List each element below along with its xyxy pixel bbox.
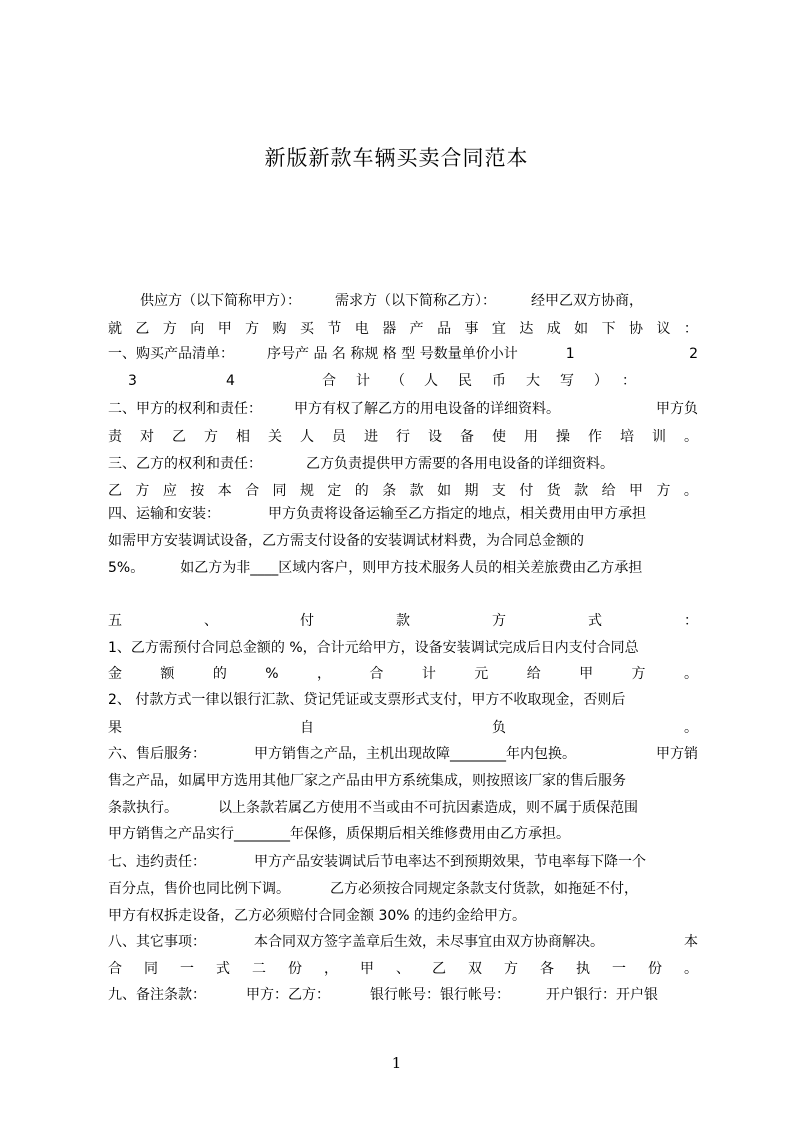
text-char: 合 [245, 483, 260, 499]
text-char: 相 [236, 429, 250, 445]
text-char: 方 [135, 483, 150, 499]
clause-text: 甲方销 [656, 746, 698, 762]
text-char: ） [594, 373, 608, 389]
clause-text: 2、 付款方式一律以银行汇款、贷记凭证或支票形式支付，甲方不收取现金，否则后 [108, 692, 626, 708]
training-line [108, 423, 698, 451]
section-heading: 二、甲方的权利和责任： [108, 401, 262, 417]
text-char: 方 [656, 483, 671, 499]
text-char: 执 [576, 961, 590, 977]
text-char: 乙 [432, 961, 446, 977]
text-char: 大 [526, 373, 540, 389]
text-char: 给 [601, 483, 616, 499]
agreement-intro-line [108, 315, 698, 343]
transport-line [108, 500, 698, 528]
text-char: 甲 [579, 666, 594, 682]
text-char: 支 [491, 483, 506, 499]
text-char: 方 [162, 321, 177, 337]
clause-text: 甲方负责将设备运输至乙方指定的地点，相关费用由甲方承担 [268, 506, 646, 522]
text-char: 果 [108, 720, 122, 736]
text-char: 应 [162, 483, 177, 499]
text-char: 乙 [108, 483, 122, 499]
supplier-label: 供应方（以下简称甲方）： [140, 293, 301, 309]
text-char: 买 [299, 321, 314, 337]
text-char: 计 [356, 373, 370, 389]
text-char: 一 [612, 961, 626, 977]
row-number: 1 [565, 346, 575, 362]
text-char: 进 [364, 429, 378, 445]
section-heading: 七、违约责任： [108, 854, 206, 870]
text-char: 培 [620, 429, 634, 445]
text-char: 款 [396, 613, 410, 629]
warranty-period-line [108, 820, 698, 848]
text-char: 品 [437, 321, 452, 337]
text-char: 方 [204, 429, 218, 445]
clause-text: 银行帐号：银行帐号： [370, 987, 510, 1003]
text-char: 负 [492, 720, 506, 736]
text-char: 关 [268, 429, 282, 445]
text-char: 下 [601, 321, 616, 337]
text-char: 双 [468, 961, 482, 977]
text-char: 责 [108, 429, 122, 445]
text-char: 作 [588, 429, 602, 445]
text-char: ， [317, 666, 331, 682]
clause-text: 百分点，售价也同比例下调。 [108, 881, 290, 897]
clause-text: 甲方负 [656, 401, 698, 417]
clause-text: 甲方有权了解乙方的用电设备的详细资料。 [294, 401, 560, 417]
text-char: 训 [652, 429, 666, 445]
section-heading: 四、运输和安装： [108, 506, 220, 522]
section-heading: 八、其它事项： [108, 934, 206, 950]
text-char: 一 [180, 961, 194, 977]
text-char: 产 [409, 321, 424, 337]
clause-text: 以上条款若属乙方使用不当或由不可抗因素造成，则不属于质保范围 [218, 800, 638, 816]
price-adjust-line [108, 875, 698, 903]
text-char: 。 [684, 961, 698, 977]
text-char: 民 [458, 373, 472, 389]
section-heading: 三、乙方的权利和责任： [108, 456, 262, 472]
clause-text: 1、乙方需预付合同总金额的 %，合计元给甲方，设备安装调试完成后日内支付合同总 [108, 640, 639, 656]
clause-text: 乙方必须按合同规定条款支付货款，如拖延不付， [330, 881, 638, 897]
text-char: 人 [424, 373, 438, 389]
text-char: 五 [108, 613, 122, 629]
text-char: 节 [327, 321, 342, 337]
text-char: 甲 [360, 961, 374, 977]
text-char: 各 [540, 961, 554, 977]
payment-form-line [108, 686, 698, 714]
section-heading: 九、备注条款： [108, 987, 206, 1003]
clause-text: 甲方：乙方： [246, 987, 330, 1003]
text-char: ： [684, 613, 698, 629]
prepayment-line [108, 634, 698, 662]
integration-line [108, 767, 698, 795]
text-char: 成 [546, 321, 561, 337]
other-matters-line [108, 928, 698, 956]
text-char: 向 [190, 321, 205, 337]
text-char: 规 [299, 483, 314, 499]
text-char: 款 [409, 483, 424, 499]
text-char: 人 [300, 429, 314, 445]
text-char: 甲 [629, 483, 644, 499]
text-char: 员 [332, 429, 346, 445]
text-char: 、 [204, 613, 218, 629]
text-char: 如 [437, 483, 452, 499]
clause-text: 乙方负责提供甲方需要的各用电设备的详细资料。 [306, 456, 614, 472]
consequence-line [108, 714, 698, 742]
text-char: 元 [474, 666, 489, 682]
clause-text: 售之产品，如属甲方选用其他厂家之产品由甲方系统集成，则按照该厂家的售后服务 [108, 773, 626, 789]
text-char: 合 [369, 666, 384, 682]
demander-label: 需求方（以下简称乙方）： [335, 293, 496, 309]
copies-line [108, 955, 698, 983]
warranty-scope-line [108, 794, 698, 822]
page-number: 1 [391, 1054, 402, 1072]
text-char: 购 [272, 321, 287, 337]
clause-text: 本合同双方签字盖章后生效，未尽事宜由双方协商解决。 [254, 934, 604, 950]
text-char: 份 [648, 961, 662, 977]
text-char: 同 [144, 961, 158, 977]
text-char: 乙 [135, 321, 150, 337]
text-char: 的 [212, 666, 227, 682]
payment-method-heading [108, 607, 698, 635]
text-char: 协 [629, 321, 644, 337]
text-char: 方 [245, 321, 260, 337]
text-char: 本 [217, 483, 232, 499]
purchase-list-line [108, 340, 698, 368]
clause-text: 5%。 [108, 560, 145, 576]
clause-text: 甲方有权拆走设备，乙方必须赔付合同金额 30% 的违约金给甲方。 [108, 908, 527, 924]
text-char: 甲 [217, 321, 232, 337]
breach-line [108, 848, 698, 876]
text-char: 同 [272, 483, 287, 499]
text-char: 。 [684, 429, 698, 445]
clause-text: 开户银行：开户银 [546, 987, 658, 1003]
text-char: 计 [421, 666, 436, 682]
text-char: 式 [588, 613, 602, 629]
text-char: 方 [631, 666, 646, 682]
travel-expense-line [108, 554, 698, 582]
text-char: 份 [288, 961, 302, 977]
text-char: 行 [396, 429, 410, 445]
document-title: 新版新款车辆买卖合同范本 [264, 146, 529, 170]
total-amount-line [108, 367, 698, 395]
text-char: （ [391, 373, 405, 389]
text-char: 付 [300, 613, 314, 629]
text-char: 款 [574, 483, 589, 499]
penalty-line [108, 902, 698, 930]
text-char: 事 [464, 321, 479, 337]
clause-text: 本 [684, 934, 698, 950]
text-char: 达 [519, 321, 534, 337]
text-char: 宜 [491, 321, 506, 337]
text-char: 操 [556, 429, 570, 445]
text-char: 合 [108, 961, 122, 977]
after-sales-line [108, 740, 698, 768]
negotiation-text: 经甲乙双方协商， [531, 293, 643, 309]
clause-text: 甲方销售之产品实行________年保修，质保期后相关维修费用由乙方承担。 [108, 826, 570, 842]
text-char: 使 [492, 429, 506, 445]
text-char: 就 [108, 321, 122, 337]
text-char: 乙 [172, 429, 186, 445]
text-char: 方 [504, 961, 518, 977]
text-char: 式 [216, 961, 230, 977]
party-b-rights-line [108, 450, 698, 478]
clause-text: 条款执行。 [108, 800, 178, 816]
text-char: 合 [322, 373, 336, 389]
amount-line [108, 660, 698, 688]
text-char: 金 [108, 666, 122, 682]
text-char: 期 [464, 483, 479, 499]
row-number: 2 [689, 346, 698, 362]
text-char: 付 [519, 483, 534, 499]
text-char: 。 [683, 483, 698, 499]
text-char: 的 [354, 483, 369, 499]
text-char: 设 [428, 429, 442, 445]
installation-line [108, 527, 698, 555]
text-char: 自 [300, 720, 314, 736]
row-number: 4 [226, 373, 235, 389]
text-char: 对 [140, 429, 154, 445]
text-char: 用 [524, 429, 538, 445]
text-char: ： [622, 373, 636, 389]
row-number: 3 [128, 373, 137, 389]
text-char: 议 [656, 321, 671, 337]
text-char: 定 [327, 483, 342, 499]
text-char: 币 [492, 373, 506, 389]
text-char: 方 [492, 613, 506, 629]
text-char: 条 [382, 483, 397, 499]
text-char: % [265, 666, 279, 682]
text-char: 二 [252, 961, 266, 977]
text-char: 如 [574, 321, 589, 337]
text-char: 备 [460, 429, 474, 445]
text-char: 按 [190, 483, 205, 499]
supplier-demander-line [108, 287, 698, 315]
party-a-rights-line [108, 395, 698, 423]
clause-text: 如乙方为非____区域内客户，则甲方技术服务人员的相关差旅费由乙方承担 [180, 560, 643, 576]
text-char: 。 [684, 720, 698, 736]
clause-text: 甲方产品安装调试后节电率达不到预期效果，节电率每下降一个 [254, 854, 646, 870]
text-char: 写 [560, 373, 574, 389]
text-char: 给 [526, 666, 541, 682]
text-char: 额 [160, 666, 175, 682]
text-char: ， [324, 961, 338, 977]
product-list-columns: 序号产 品 名 称规 格 型 号数量单价小计 [267, 346, 518, 362]
text-char: 电 [354, 321, 369, 337]
text-char: 器 [382, 321, 397, 337]
remarks-line [108, 981, 698, 1009]
text-char: 。 [683, 666, 698, 682]
clause-text: 甲方销售之产品，主机出现故障________年内包换。 [254, 746, 576, 762]
text-char: 货 [546, 483, 561, 499]
section-heading: 六、售后服务： [108, 746, 206, 762]
clause-text: 如需甲方安装调试设备，乙方需支付设备的安装调试材料费，为合同总金额的 [108, 533, 584, 549]
text-char: ： [683, 321, 698, 337]
text-char: 、 [396, 961, 410, 977]
purchase-list-heading: 一、购买产品清单： [108, 346, 234, 362]
